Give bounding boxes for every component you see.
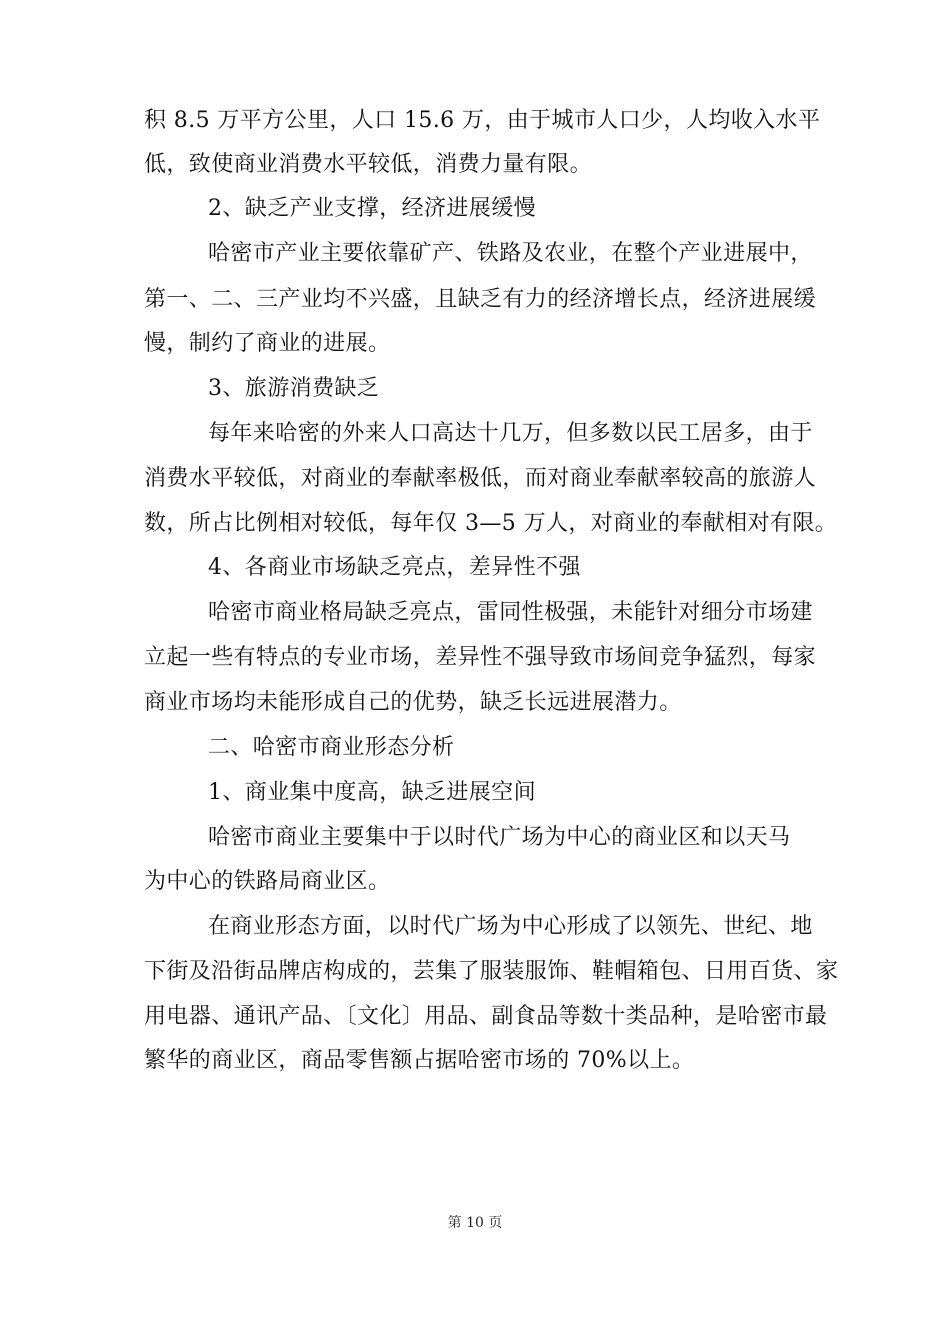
section-heading: 4、各商业市场缺乏亮点，差异性不强 bbox=[208, 555, 581, 580]
body-text-line: 哈密市商业主要集中于以时代广场为中心的商业区和以天马 bbox=[208, 825, 791, 850]
body-text-line: 哈密市产业主要依靠矿产、铁路及农业，在整个产业进展中， bbox=[208, 241, 813, 266]
section-heading: 2、缺乏产业支撑，经济进展缓慢 bbox=[208, 196, 536, 221]
body-text-line: 第一、二、三产业均不兴盛，且缺乏有力的经济增长点，经济进展缓 bbox=[144, 287, 817, 312]
body-text-line: 为中心的铁路局商业区。 bbox=[144, 869, 391, 894]
body-text-line: 商业市场均未能形成自己的优势，缺乏长远进展潜力。 bbox=[144, 690, 682, 715]
section-heading: 二、哈密市商业形态分析 bbox=[208, 735, 455, 760]
body-text-line: 消费水平较低，对商业的奉献率极低，而对商业奉献率较高的旅游人 bbox=[144, 466, 817, 491]
body-text-line: 在商业形态方面，以时代广场为中心形成了以领先、世纪、地 bbox=[208, 914, 813, 939]
body-text-line: 立起一些有特点的专业市场，差异性不强导致市场间竞争猛烈，每家 bbox=[144, 645, 817, 670]
body-text-line: 积 8.5 万平方公里，人口 15.6 万，由于城市人口少，人均收入水平 bbox=[144, 108, 821, 133]
body-text-line: 每年来哈密的外来人口高达十几万，但多数以民工居多，由于 bbox=[208, 421, 813, 446]
body-text-line: 数，所占比例相对较低，每年仅 3—5 万人，对商业的奉献相对有限。 bbox=[144, 511, 838, 536]
body-text-line: 繁华的商业区，商品零售额占据哈密市场的 70%以上。 bbox=[144, 1048, 695, 1073]
body-text-line: 用电器、通讯产品、〔文化〕用品、副食品等数十类品种，是哈密市最 bbox=[144, 1004, 828, 1029]
page-number: 第 10 页 bbox=[447, 1215, 503, 1231]
body-text-line: 哈密市商业格局缺乏亮点，雷同性极强，未能针对细分市场建 bbox=[208, 600, 813, 625]
body-text-line: 下街及沿街品牌店构成的，芸集了服装服饰、鞋帽箱包、日用百货、家 bbox=[144, 959, 839, 984]
section-heading: 1、商业集中度高，缺乏进展空间 bbox=[208, 780, 536, 805]
section-heading: 3、旅游消费缺乏 bbox=[208, 376, 380, 401]
body-text-line: 慢，制约了商业的进展。 bbox=[144, 331, 391, 356]
body-text-line: 低，致使商业消费水平较低，消费力量有限。 bbox=[144, 152, 593, 177]
